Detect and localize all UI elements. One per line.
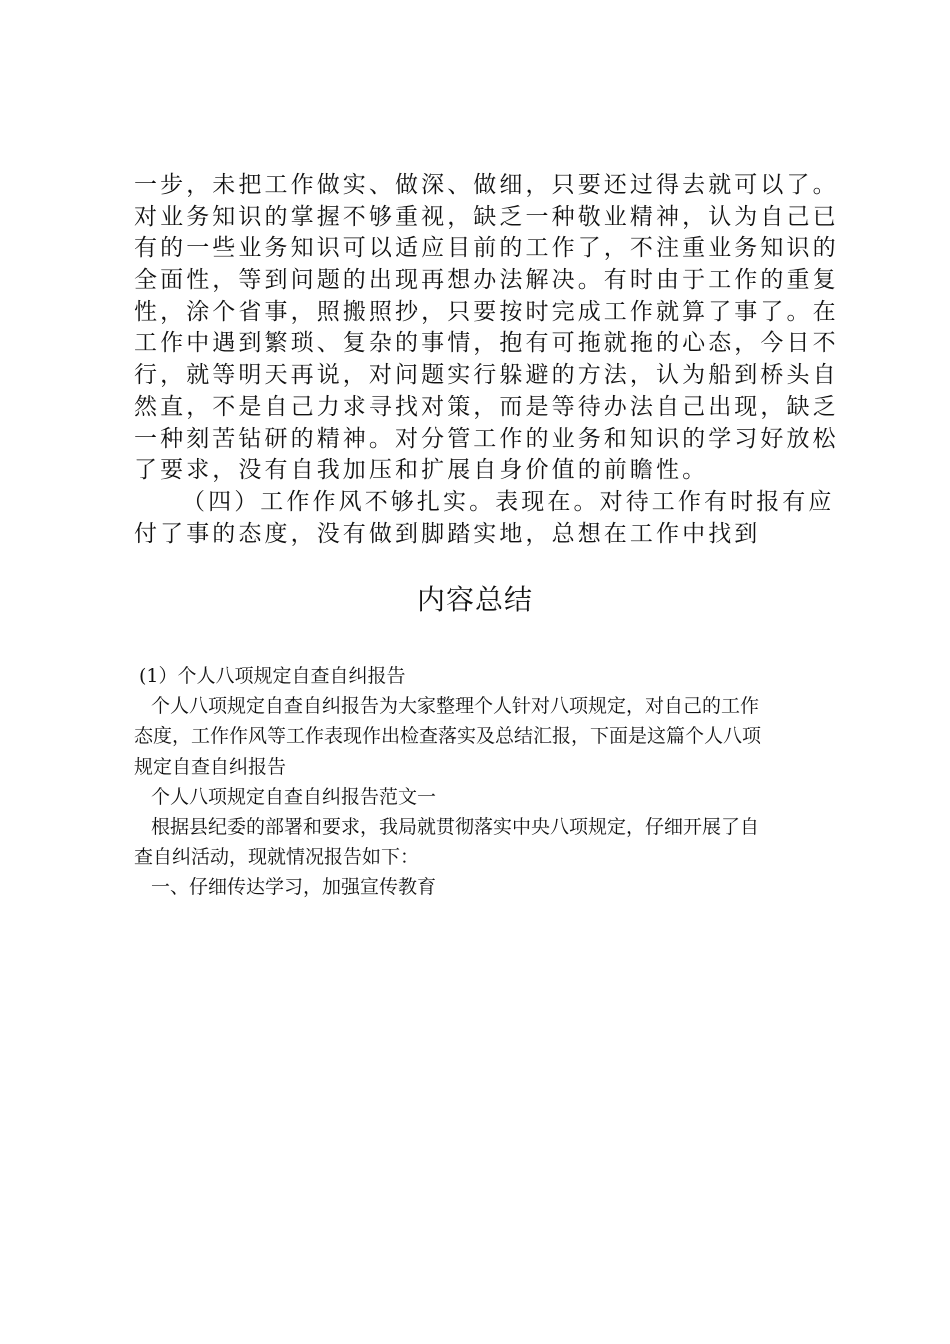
- summary-line: 规定自查自纠报告: [134, 755, 287, 778]
- summary-item-heading: (1）个人八项规定自查自纠报告: [139, 665, 406, 687]
- body-line: 付了事的态度，没有做到脚踏实地，总想在工作中找到: [134, 520, 761, 547]
- summary-line: 个人八项规定自查自纠报告范文一: [151, 785, 437, 808]
- body-line: 对业务知识的掌握不够重视，缺乏一种敬业精神，认为自己已: [134, 203, 839, 230]
- body-line: 一种刻苦钻研的精神。对分管工作的业务和知识的学习好放松: [134, 425, 839, 452]
- body-line: 行，就等明天再说，对问题实行躲避的方法，认为船到桥头自: [134, 362, 839, 389]
- section-heading-4: （四）工作作风不够扎实。表现在。对待工作有时报有应: [182, 488, 835, 515]
- summary-section: [134, 661, 824, 903]
- summary-line: 态度，工作作风等工作表现作出检查落实及总结汇报，下面是这篇个人八项: [134, 725, 762, 748]
- body-line: 性，涂个省事，照搬照抄，只要按时完成工作就算了事了。在: [134, 298, 839, 325]
- summary-line: 一、仔细传达学习，加强宣传教育: [151, 876, 437, 899]
- summary-line: 个人八项规定自查自纠报告为大家整理个人针对八项规定，对自己的工作: [151, 695, 760, 718]
- summary-line: 查自纠活动，现就情况报告如下：: [134, 846, 420, 869]
- summary-title: 内容总结: [416, 583, 533, 616]
- body-text: [134, 170, 839, 550]
- body-line: 了要求，没有自我加压和扩展自身价值的前瞻性。: [134, 457, 709, 484]
- summary-line: 根据县纪委的部署和要求，我局就贯彻落实中央八项规定，仔细开展了自: [151, 815, 760, 838]
- body-line: 全面性，等到问题的出现再想办法解决。有时由于工作的重复: [134, 267, 839, 294]
- body-line: 然直，不是自己力求寻找对策，而是等待办法自己出现，缺乏: [134, 393, 839, 420]
- body-line: 有的一些业务知识可以适应目前的工作了，不注重业务知识的: [134, 235, 839, 262]
- body-line: 一步，未把工作做实、做深、做细，只要还过得去就可以了。: [134, 172, 839, 198]
- body-line: 工作中遇到繁琐、复杂的事情，抱有可拖就拖的心态，今日不: [134, 330, 839, 357]
